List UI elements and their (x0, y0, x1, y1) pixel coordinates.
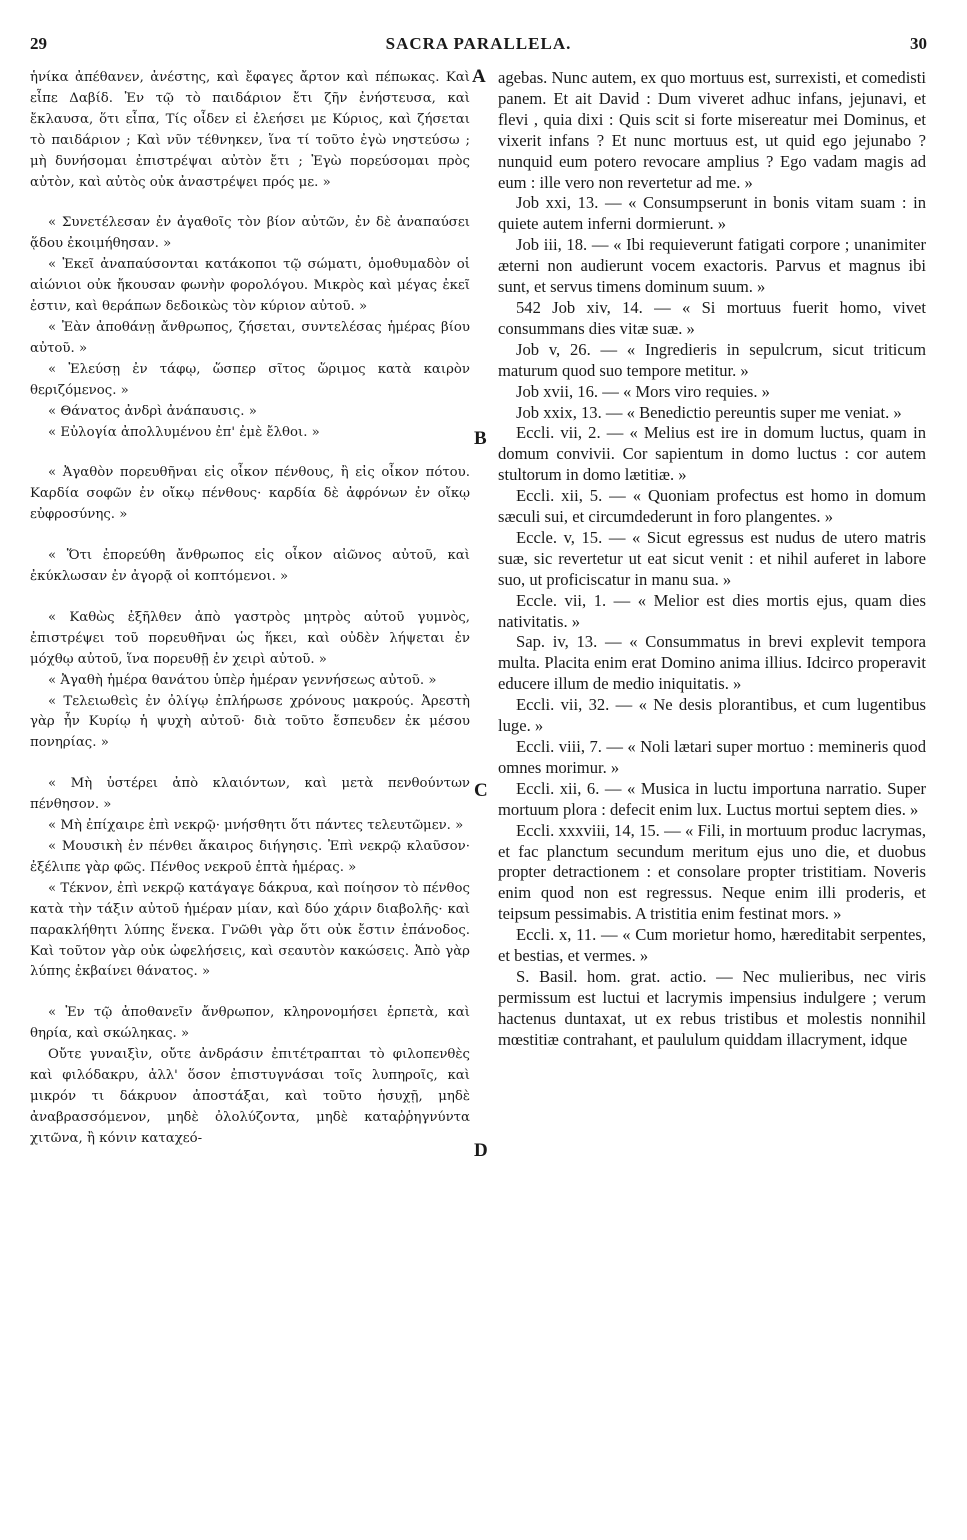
greek-paragraph: « Ἐλεύσῃ ἐν τάφῳ, ὥσπερ σῖτος ὥριμος κατὰ καιρὸν θεριζόμενος. » (30, 361, 470, 398)
greek-paragraph: ἡνίκα ἀπέθανεν, ἀνέστης, καὶ ἔφαγες ἄρτον καὶ πέπωκας. Καὶ εἶπε Δαβίδ. Ἐν τῷ τὸ παιδάριον ἔτι ζῆν ἐνήστευσα, καὶ ἔκλαυσα, ὅτι εἶπα, Τίς οἶδεν εἰ ἐλεήσει με Κύριος, καὶ ζήσεται τὸ παιδάριον ; Καὶ νῦν τέθνηκεν, ἵνα τί τοῦτο ἐγὼ νηστεύσω ; μὴ δυνήσομαι ἐπιστρέψαι αὐτὸν ἔτι ; Ἐγὼ πορεύσομαι πρὸς αὐτὸν, καὶ αὐτὸς οὐκ ἀναστρέψει πρός με. » (30, 70, 470, 190)
right-page-number: 30 (910, 34, 927, 53)
latin-paragraph: 542 Job xiv, 14. — « Si mortuus fuerit homo, vivet consummans dies vitæ suæ. » (498, 297, 926, 338)
greek-paragraph: « Ἀγαθὸν πορευθῆναι εἰς οἶκον πένθους, ἢ εἰς οἶκον πότου. Καρδία σοφῶν ἐν οἴκῳ πένθους· καρδία δὲ ἀφρόνων ἐν οἴκῳ εὐφροσύνης. » (30, 465, 470, 523)
greek-paragraph: « Τελειωθεὶς ἐν ὀλίγῳ ἐπλήρωσε χρόνους μακρούς. Ἀρεστὴ γὰρ ἦν Κυρίῳ ἡ ψυχὴ αὐτοῦ· διὰ τοῦτο ἔσπευδεν ἐκ μέσου πονηρίας. » (30, 693, 470, 751)
latin-paragraph: Job iii, 18. — « Ibi requieverunt fatigati corpore ; unanimiter æterni non audierunt vocem exactoris. Parvus et magnus ibi sunt, et servus timens dominum suum. » (498, 235, 926, 297)
latin-paragraph: Eccle. vii, 1. — « Melior est dies mortis ejus, quam dies nativitatis. » (498, 590, 926, 631)
latin-paragraph: Eccli. viii, 7. — « Noli lætari super mortuo : memineris quod omnes morimur. » (498, 737, 926, 777)
latin-paragraph: Eccli. xii, 6. — « Musica in luctu importuna narratio. Super mortuum plora : defecit enim lux. Luctus mortui septem dies. » (498, 778, 926, 819)
margin-letter-c: C (474, 780, 488, 801)
greek-paragraph: « Καθὼς ἐξῆλθεν ἀπὸ γαστρὸς μητρὸς αὐτοῦ γυμνὸς, ἐπιστρέψει τοῦ πορευθῆναι ὡς ἥκει, καὶ οὐδὲν λήψεται ἐν μόχθῳ αὐτοῦ, ἵνα πορευθῇ ἐν χειρὶ αὐτοῦ. » (30, 609, 470, 667)
latin-column (498, 68, 926, 1051)
greek-paragraph: « Εὐλογία ἀπολλυμένου ἐπ' ἐμὲ ἔλθοι. » (48, 424, 320, 440)
greek-paragraph: « Μὴ ὑστέρει ἀπὸ κλαιόντων, καὶ μετὰ πενθούντων πένθησον. » (30, 776, 470, 813)
latin-paragraph: Eccli. vii, 2. — « Melius est ire in domum luctus, quam in domum convivii. Cor sapientum in domo luctus : cor autem stultorum in domo lætitiæ. » (498, 423, 926, 485)
latin-paragraph: Eccli. x, 11. — « Cum morietur homo, hæreditabit serpentes, et bestias, et vermes. » (498, 925, 926, 966)
greek-paragraph: « Μὴ ἐπίχαιρε ἐπὶ νεκρῷ· μνήσθητι ὅτι πάντες τελευτῶμεν. » (48, 818, 464, 834)
latin-paragraph: Job xvii, 16. — « Mors viro requies. » (516, 381, 770, 401)
greek-paragraph: « Ὅτι ἐπορεύθη ἄνθρωπος εἰς οἶκον αἰῶνος αὐτοῦ, καὶ ἐκύκλωσαν ἐν ἀγορᾷ οἱ κοπτόμενοι. » (30, 548, 470, 585)
latin-paragraph: Eccli. xxxviii, 14, 15. — « Fili, in mortuum produc lacrymas, et fac planctum secundum meritum ejus uno die, et duobus propter detractionem : et consolare propter tristitiam. Noveris enim quod non est regressus. Neque enim illi proderis, et teipsum pessimabis. A tristitia enim festinat mors. » (498, 820, 926, 924)
latin-paragraph: Sap. iv, 13. — « Consummatus in brevi explevit tempora multa. Placita enim erat Domino anima illius. Idcirco properavit educere illum de medio iniquitatis. » (498, 632, 926, 694)
greek-paragraph: « Μουσικὴ ἐν πένθει ἄκαιρος διήγησις. Ἐπὶ νεκρῷ κλαῦσον· ἐξέλιπε γὰρ φῶς. Πένθος νεκροῦ ἑπτὰ ἡμέρας. » (30, 839, 470, 875)
greek-paragraph: « Συνετέλεσαν ἐν ἀγαθοῖς τὸν βίον αὐτῶν, ἐν δὲ ἀναπαύσει ᾅδου ἐκοιμήθησαν. » (30, 215, 470, 252)
left-page-number: 29 (30, 34, 47, 53)
greek-paragraph: « Ἀγαθὴ ἡμέρα θανάτου ὑπὲρ ἡμέραν γεννήσεως αὐτοῦ. » (48, 672, 437, 688)
latin-paragraph: agebas. Nunc autem, ex quo mortuus est, surrexisti, et comedisti panem. Et ait David : Dum viveret adhuc infans, jejunavi, et flevi , quia dixi : Quis scit si forte misereatur mei Dominus, et vixerit infans ? Et nunc mortuus est, ut quid ego jejunabo ? nunquid eum potero revocare amplius ? Ego vadam magis ad eum : ille vero non revertetur ad me. » (498, 68, 926, 192)
margin-letter-d: D (474, 1140, 488, 1161)
greek-paragraph: « Ἐκεῖ ἀναπαύσονται κατάκοποι τῷ σώματι, ὁμοθυμαδὸν οἱ αἰώνιοι οὐκ ἤκουσαν φωνὴν φορολόγου. Μικρὸς καὶ μέγας ἐκεῖ ἐστιν, καὶ θεράπων δεδοικὼς τὸν κύριον αὐτοῦ. » (30, 257, 470, 315)
greek-column (30, 68, 470, 1150)
latin-paragraph: Job xxi, 13. — « Consumpserunt in bonis vitam suam : in quiete autem inferni dormierunt. » (498, 193, 926, 234)
greek-paragraph: Οὔτε γυναιξὶν, οὔτε ἀνδράσιν ἐπιτέτραπται τὸ φιλοπενθὲς καὶ φιλόδακρυ, ἀλλ' ὅσον ἐπιστυγνάσαι τοῖς λυπηροῖς, καὶ μικρόν τι δάκρυον ἀποστάξαι, καὶ τοῦτο ἡσυχῇ, μηδὲ ἀναβρασσόμενον, μηδὲ ὀλολύζοντα, μηδὲ καταῤῥηγνύντα χιτῶνα, ἢ κόνιν καταχεό- (30, 1047, 470, 1146)
margin-letter-a: A (472, 66, 486, 87)
greek-paragraph: « Ἐὰν ἀποθάνῃ ἄνθρωπος, ζήσεται, συντελέσας ἡμέρας βίου αὐτοῦ. » (30, 319, 470, 356)
page-title: SACRA PARALLELA. (385, 34, 572, 53)
margin-letter-b: B (474, 428, 487, 449)
scan-edge (0, 0, 6, 1540)
latin-paragraph: Eccli. vii, 32. — « Ne desis plorantibus, et cum lugentibus luge. » (498, 695, 926, 736)
running-header (30, 34, 927, 60)
latin-paragraph: Job xxix, 13. — « Benedictio pereuntis super me veniat. » (516, 402, 902, 422)
latin-paragraph: Job v, 26. — « Ingredieris in sepulcrum, sicut triticum maturum quod suo tempore metitur. » (498, 339, 926, 380)
latin-paragraph: Eccli. xii, 5. — « Quoniam profectus est homo in domum sæculi sui, et circumdederunt in foro plangentes. » (498, 486, 926, 527)
greek-paragraph: « Τέκνον, ἐπὶ νεκρῷ κατάγαγε δάκρυα, καὶ ποίησον τὸ πένθος κατὰ τὴν τάξιν αὐτοῦ ἡμέραν μίαν, καὶ δύο χάριν διαβολῆς· καὶ παρακλήθητι λύπης ἕνεκα. Γνῶθι γὰρ ὅτι οὐκ ἔστιν ἐπάνοδος. Καὶ τοῦτον γὰρ οὐκ ὠφελήσεις, καὶ σεαυτὸν κακώσεις. Ἀπὸ γὰρ λύπης ἐκβαίνει θάνατος. » (30, 880, 470, 980)
latin-paragraph: S. Basil. hom. grat. actio. — Nec mulieribus, nec viris permissum est luctui et lacrymis impensius indulgere ; verum hactenus duntaxat, ut ex rebus tristibus et molestis nonnihil mœstitiæ contrahant, et paululum quiddam illacryment, idque (498, 966, 926, 1049)
greek-paragraph: « Θάνατος ἀνδρὶ ἀνάπαυσις. » (48, 403, 257, 419)
greek-paragraph: « Ἐν τῷ ἀποθανεῖν ἄνθρωπον, κληρονομήσει ἑρπετὰ, καὶ θηρία, καὶ σκώληκας. » (30, 1005, 470, 1042)
latin-paragraph: Eccle. v, 15. — « Sicut egressus est nudus de utero matris suæ, sic revertetur ut eat sicut venit : et nihil auferet in labore suo, ut proficiscatur in manu sua. » (498, 527, 926, 589)
